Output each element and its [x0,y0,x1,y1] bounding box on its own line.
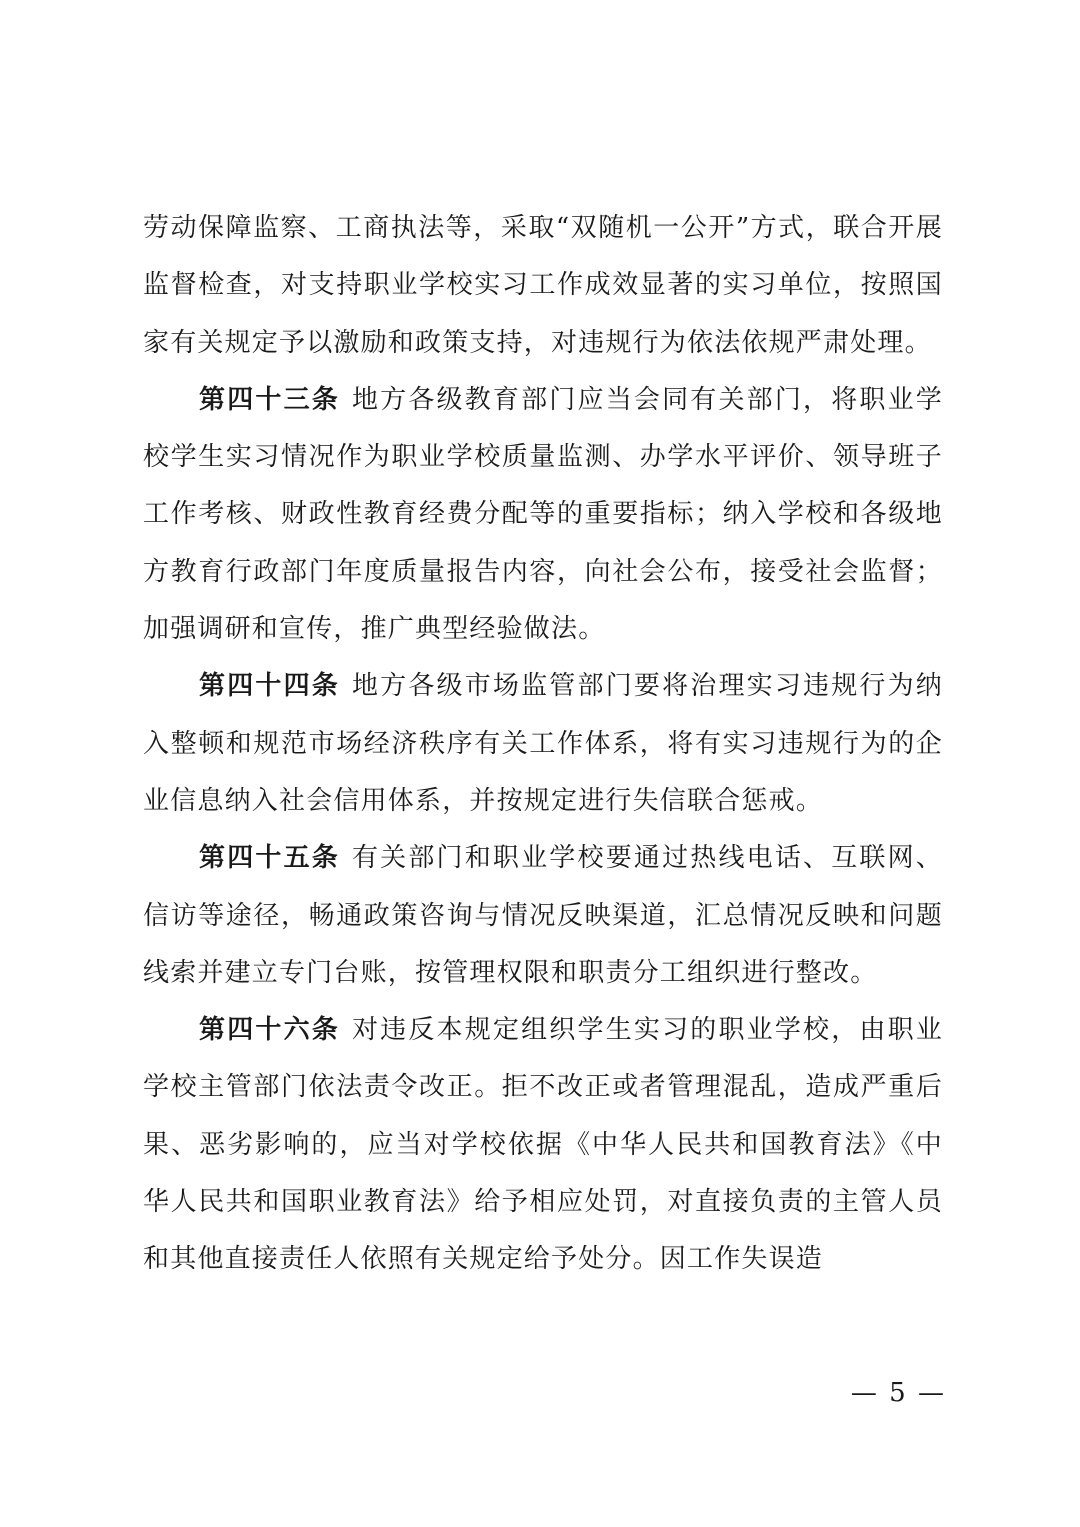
article-45 [143,830,943,1002]
article-heading: 第四十三条 [199,384,340,415]
page-number: — 5 — [850,1378,946,1408]
document-body [143,200,943,1289]
article-43 [143,372,943,658]
article-text: 地方各级市场监管部门要将治理实习违规行为纳入整顿和规范市场经济秩序有关工作体系，将有实习违规行为的企业信息纳入社会信用体系，并按规定进行失信联合惩戒。 [143,671,943,816]
article-text: 对违反本规定组织学生实习的职业学校，由职业学校主管部门依法责令改正。拒不改正或者管理混乱，造成严重后果、恶劣影响的，应当对学校依据《中华人民共和国教育法》《中华人民共和国职业教育法》给予相应处罚，对直接负责的主管人员和其他直接责任人依照有关规定给予处分。因工作失误造 [143,1015,943,1275]
article-text: 有关部门和职业学校要通过热线电话、互联网、信访等途径，畅通政策咨询与情况反映渠道，汇总情况反映和问题线索并建立专门台账，按管理权限和职责分工组织进行整改。 [143,843,943,988]
article-heading: 第四十六条 [199,1015,340,1046]
paragraph-text: 劳动保障监察、工商执法等，采取“双随机一公开”方式，联合开展监督检查，对支持职业学校实习工作成效显著的实习单位，按照国家有关规定予以激励和政策支持，对违规行为依法依规严肃处理。 [143,213,943,358]
article-text: 地方各级教育部门应当会同有关部门，将职业学校学生实习情况作为职业学校质量监测、办学水平评价、领导班子工作考核、财政性教育经费分配等的重要指标；纳入学校和各级地方教育行政部门年度质量报告内容，向社会公布，接受社会监督；加强调研和宣传，推广典型经验做法。 [143,384,943,645]
article-heading: 第四十四条 [199,671,340,702]
article-heading: 第四十五条 [199,843,340,874]
article-46 [143,1002,943,1288]
paragraph-continuation [143,200,943,372]
article-44 [143,658,943,830]
